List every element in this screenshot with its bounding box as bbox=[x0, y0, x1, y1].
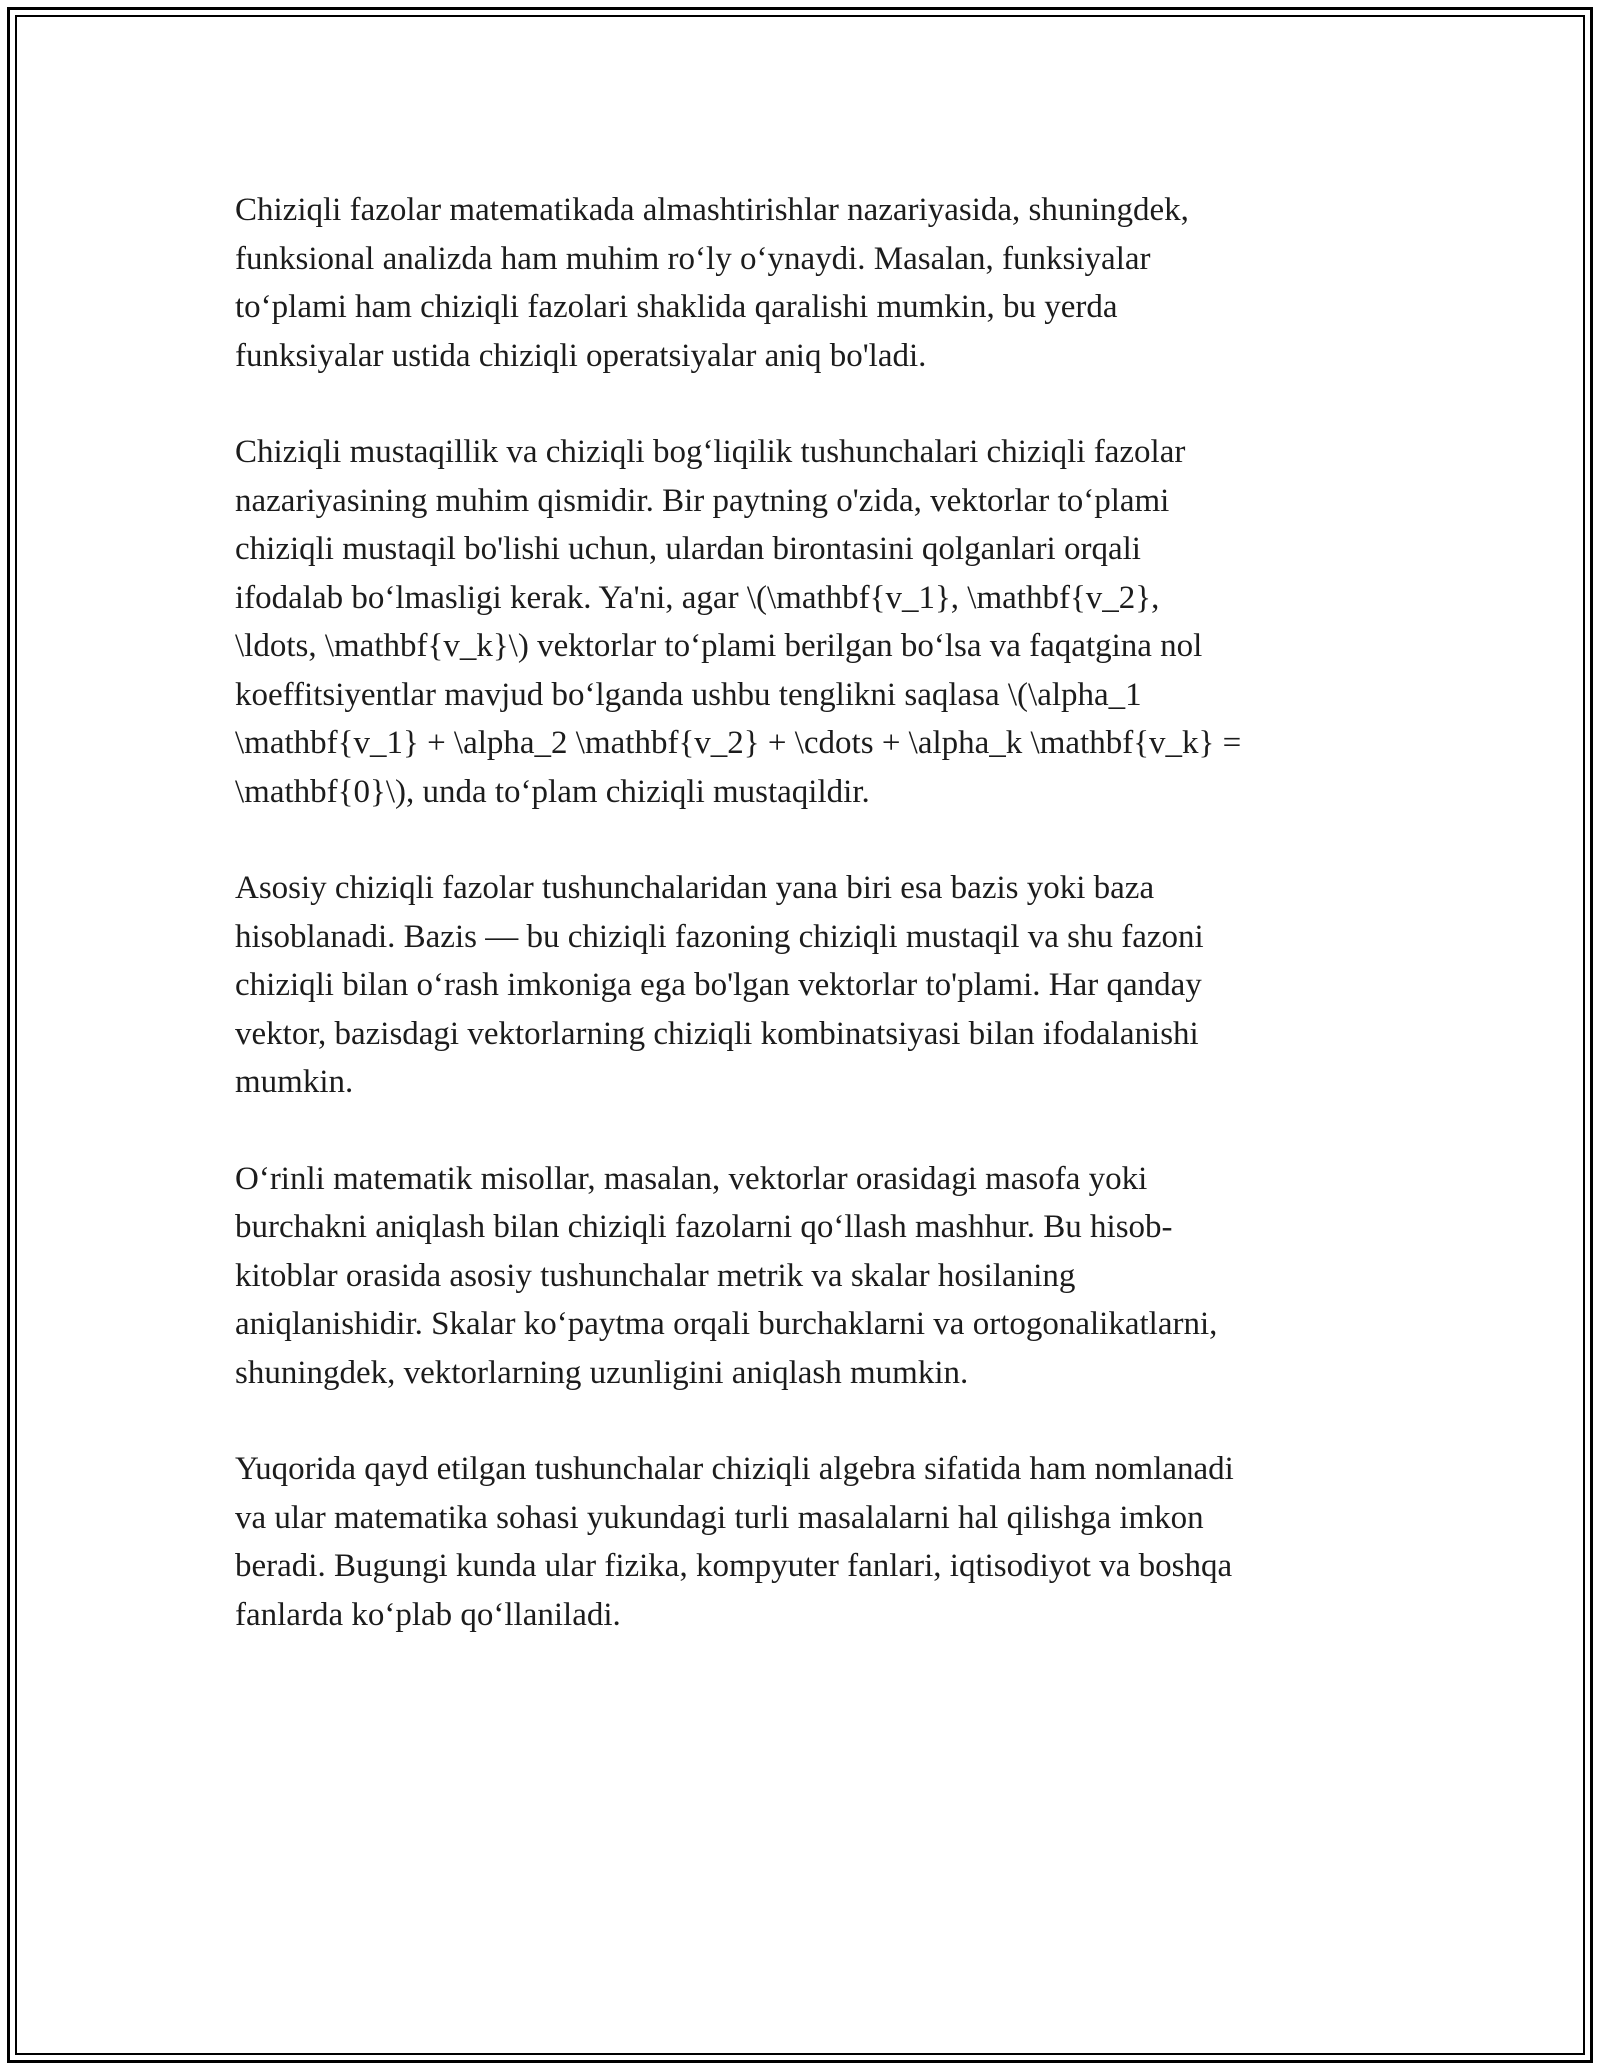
paragraph-linear-algebra-applications: Yuqorida qayd etilgan tushunchalar chiziqli algebra sifatida ham nomlanadi va ular matematika sohasi yukundagi turli masalalarni hal qilishga imkon beradi. Bugungi kunda ular fizika, kompyuter fanlari, iqtisodiyot va boshqa fanlarda ko‘plab qo‘llaniladi. bbox=[235, 1451, 1234, 1633]
paragraph-metric-scalar-product: O‘rinli matematik misollar, masalan, vektorlar orasidagi masofa yoki burchakni aniqlash bilan chiziqli fazolarni qo‘llash mashhur. Bu hisob- kitoblar orasida asosiy tushunchalar metrik va skalar hosilaning aniqlanishidir. Skalar ko‘paytma orqali burchaklarni va ortogonalikatlarni, shuningdek, vektorlarning uzunligini aniqlash mumkin. bbox=[235, 1160, 1218, 1391]
paragraph-linear-spaces-intro: Chiziqli fazolar matematikada almashtirishlar nazariyasida, shuningdek, funksional analizda ham muhim ro‘ly o‘ynaydi. Masalan, funksiyalar to‘plami ham chiziqli fazolari shaklida qaralishi mumkin, bu yerda funksiyalar ustida chiziqli operatsiyalar aniq bo'ladi. bbox=[235, 192, 1189, 374]
paragraph-linear-independence: Chiziqli mustaqillik va chiziqli bog‘liqilik tushunchalari chiziqli fazolar nazariyasining muhim qismidir. Bir paytning o'zida, vektorlar to‘plami chiziqli mustaqil bo'lishi uchun, ulardan birontasini qolganlari orqali ifodalab bo‘lmasligi kerak. Ya'ni, agar \(\mathbf{v_1}, \mathbf{v_2}, \ldots, \mathbf{v_k}\) vektorlar to‘plami berilgan bo‘lsa va faqatgina nol koeffitsiyentlar mavjud bo‘lganda ushbu tenglikni saqlasa \(\alpha_1 \mathbf{v_1} + \alpha_2 \mathbf{v_2} + \cdots + \alpha_k \mathbf{v_k} = \mathbf{0}\), unda to‘plam chiziqli mustaqildir. bbox=[235, 434, 1242, 810]
document-body bbox=[235, 186, 1375, 1687]
paragraph-basis: Asosiy chiziqli fazolar tushunchalaridan yana biri esa bazis yoki baza hisoblanadi. Bazis — bu chiziqli fazoning chiziqli mustaqil va shu fazoni chiziqli bilan o‘rash imkoniga ega bo'lgan vektorlar to'plami. Har qanday vektor, bazisdagi vektorlarning chiziqli kombinatsiyasi bilan ifodalanishi mumkin. bbox=[235, 870, 1204, 1100]
